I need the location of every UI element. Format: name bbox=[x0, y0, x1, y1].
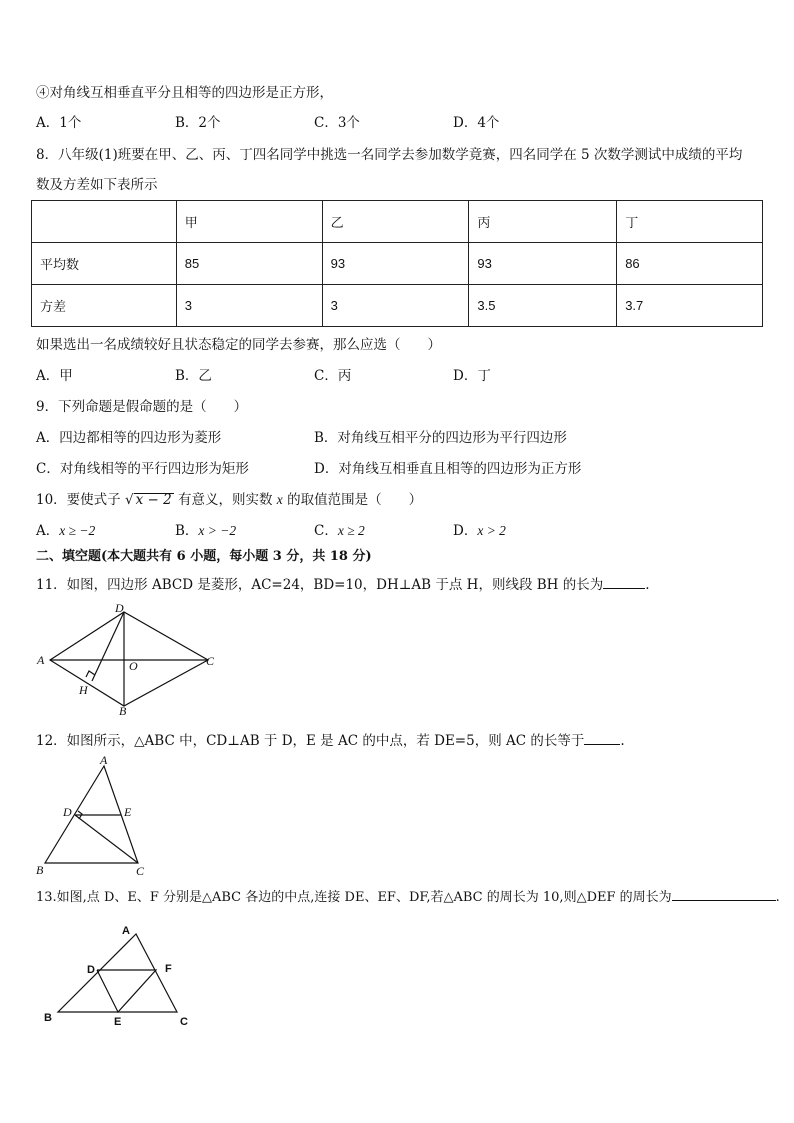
q9-option-d[interactable]: D．对角线互相垂直且相等的四边形为正方形 bbox=[314, 461, 582, 477]
label-a: A bbox=[100, 753, 108, 767]
q7-option-c[interactable]: C．3个 bbox=[314, 115, 360, 131]
q7-option-a[interactable]: A．1个 bbox=[36, 115, 82, 131]
option-expression: x > 2 bbox=[477, 523, 506, 538]
table-cell: 3.7 bbox=[617, 285, 763, 327]
q10-variable: x bbox=[276, 492, 283, 507]
sqrt-expression: x − 2 bbox=[135, 492, 172, 508]
q8-option-d[interactable]: D．丁 bbox=[453, 368, 491, 384]
q7-option-d[interactable]: D．4个 bbox=[453, 115, 500, 131]
q8-question: 如果选出一名成绩较好且状态稳定的同学去参赛，那么应选（ ） bbox=[36, 337, 441, 353]
label-d: D bbox=[87, 964, 95, 976]
label-o: O bbox=[129, 659, 138, 673]
label-a: A bbox=[122, 925, 130, 937]
statement-4: ④对角线互相垂直平分且相等的四边形是正方形， bbox=[36, 85, 333, 101]
label-h: H bbox=[79, 683, 88, 697]
q13-text: 13.如图,点 D、E、F 分别是△ABC 各边的中点,连接 DE、EF、DF,若△ABC 的周长为 10,则△DEF 的周长为 bbox=[36, 890, 672, 905]
label-b: B bbox=[36, 863, 44, 877]
q11-text: 11．如图，四边形 ABCD 是菱形，AC=24，BD=10，DH⊥AB 于点 H，则线段 BH 的长为 bbox=[36, 577, 604, 593]
q9-option-c[interactable]: C．对角线相等的平行四边形为矩形 bbox=[36, 461, 249, 477]
label-d: D bbox=[115, 601, 124, 615]
section-heading: 二、填空题(本大题共有 6 小题，每小题 3 分，共 18 分) bbox=[36, 549, 372, 564]
label-c: C bbox=[180, 1016, 188, 1028]
table-cell: 丙 bbox=[469, 201, 617, 243]
table-cell: 93 bbox=[322, 243, 469, 285]
table-cell: 93 bbox=[469, 243, 617, 285]
q9-option-a[interactable]: A．四边都相等的四边形为菱形 bbox=[36, 430, 222, 446]
q8-option-a[interactable]: A．甲 bbox=[36, 368, 73, 384]
q13-end: . bbox=[775, 890, 780, 905]
option-letter: A． bbox=[36, 523, 60, 539]
q8-stem-line1: 8．八年级(1)班要在甲、乙、丙、丁四名同学中挑选一名同学去参加数学竟赛，四名同学在 5 次数学测试中成绩的平均 bbox=[36, 147, 743, 163]
q9-option-b[interactable]: B．对角线互相平分的四边形为平行四边形 bbox=[314, 430, 567, 446]
q12-stem bbox=[36, 731, 625, 750]
table-cell: 86 bbox=[617, 243, 763, 285]
label-b: B bbox=[44, 1012, 52, 1024]
answer-blank[interactable] bbox=[584, 731, 620, 745]
table-cell: 丁 bbox=[617, 201, 763, 243]
table-cell: 方差 bbox=[32, 285, 177, 327]
label-b: B bbox=[119, 704, 127, 718]
table-cell: 85 bbox=[176, 243, 322, 285]
q7-option-b[interactable]: B．2个 bbox=[175, 115, 221, 131]
q12-text: 12．如图所示，△ABC 中，CD⊥AB 于 D，E 是 AC 的中点，若 DE=5，则 AC 的长等于 bbox=[36, 733, 585, 749]
q10-stem-c: 的取值范围是（ ） bbox=[287, 492, 423, 508]
sqrt-symbol: √ bbox=[124, 492, 134, 508]
label-e: E bbox=[114, 1016, 122, 1028]
triangle-abc bbox=[58, 934, 177, 1012]
label-d: D bbox=[63, 805, 72, 819]
label-a: A bbox=[37, 653, 45, 667]
q8-option-b[interactable]: B．乙 bbox=[175, 368, 212, 384]
label-c: C bbox=[136, 864, 145, 878]
table-cell: 3 bbox=[322, 285, 469, 327]
option-expression: x > −2 bbox=[198, 523, 237, 538]
segment-cd bbox=[75, 815, 138, 863]
q10-stem-a: 10．要使式子 bbox=[36, 492, 121, 508]
q10-stem-b: 有意义，则实数 bbox=[178, 492, 273, 508]
table-cell: 甲 bbox=[176, 201, 322, 243]
triangle-def bbox=[97, 970, 156, 1012]
q13-stem bbox=[36, 887, 780, 907]
table-cell: 3 bbox=[176, 285, 322, 327]
q11-end: . bbox=[645, 577, 650, 593]
q9-stem: 9．下列命题是假命题的是（ ） bbox=[36, 399, 248, 415]
q8-option-c[interactable]: C．丙 bbox=[314, 368, 352, 384]
table-cell: 平均数 bbox=[32, 243, 177, 285]
table-cell: 乙 bbox=[322, 201, 469, 243]
label-e: E bbox=[124, 805, 132, 819]
q12-end: . bbox=[620, 733, 625, 749]
label-c: C bbox=[206, 654, 215, 668]
option-letter: B． bbox=[175, 523, 199, 539]
option-expression: x ≥ −2 bbox=[59, 523, 96, 538]
option-expression: x ≥ 2 bbox=[337, 523, 365, 538]
q8-stem-line2: 数及方差如下表所示 bbox=[36, 177, 158, 193]
answer-blank[interactable] bbox=[672, 887, 776, 901]
option-letter: C． bbox=[314, 523, 338, 539]
option-letter: D． bbox=[453, 523, 478, 539]
table-cell: 3.5 bbox=[469, 285, 617, 327]
label-f: F bbox=[165, 963, 172, 975]
